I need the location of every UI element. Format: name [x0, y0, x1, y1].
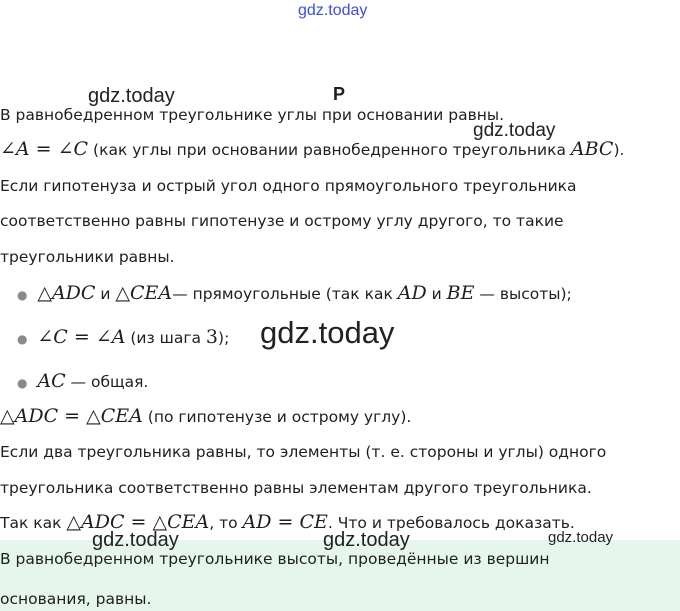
math-triangle: ABC	[570, 138, 614, 160]
math: ∠C = ∠A	[37, 326, 126, 348]
math-angles: ∠A = ∠C	[0, 138, 89, 160]
text-fragment: (как углы при основании равнобедренного треугольника	[88, 141, 571, 159]
math: BE	[446, 282, 475, 304]
text-line-1: В равнобедренном треугольнике углы при основании равны.	[0, 106, 505, 124]
math: AD = CE	[242, 511, 328, 533]
math: 3	[205, 326, 219, 348]
text-line-3: Если гипотенуза и острый угол одного прямоугольного треугольника	[0, 177, 577, 195]
text-fragment: — общая.	[65, 373, 149, 391]
math: AC	[37, 370, 66, 392]
math: △CEA	[115, 282, 173, 304]
text-line-4: соответственно равны гипотенузе и острому углу другого, то такие	[0, 212, 564, 230]
list-item	[17, 326, 229, 350]
text-line-conclusion	[0, 511, 575, 534]
text-line-5: треугольники равны.	[0, 248, 175, 266]
watermark: gdz.today	[323, 529, 410, 551]
watermark-large: gdz.today	[260, 315, 395, 350]
bullet-icon: ●	[17, 288, 28, 302]
watermark: gdz.today	[92, 529, 179, 551]
text-fragment: (из шага	[125, 329, 206, 347]
text-fragment: — высоты);	[474, 285, 572, 303]
math: AD	[397, 282, 427, 304]
list-item	[17, 370, 148, 394]
text-fragment: . Что и требовалось доказать.	[327, 514, 575, 532]
math: △ADC	[37, 282, 96, 304]
text-fragment: );	[218, 329, 230, 347]
text-line-congruence	[0, 405, 411, 428]
text-fragment: ).	[613, 141, 625, 159]
text-fragment: Так как	[0, 514, 67, 532]
text-fragment: (по гипотенузе и острому углу).	[142, 408, 412, 426]
bullet-icon: ●	[17, 332, 28, 346]
partial-heading: Р	[333, 84, 346, 104]
bullet-icon: ●	[17, 376, 28, 390]
callout-line-1: В равнобедренном треугольнике высоты, проведённые из вершин	[0, 550, 550, 568]
text-fragment: — прямоугольные (так как	[172, 285, 398, 303]
text-line: треугольника соответственно равны элементам другого треугольника.	[0, 479, 592, 497]
math: △ADC = △CEA	[0, 405, 143, 427]
watermark: gdz.today	[548, 529, 614, 546]
watermark: gdz.today	[473, 120, 556, 141]
callout-line-2: основания, равны.	[0, 590, 152, 608]
text-line: Если два треугольника равны, то элементы (т. е. стороны и углы) одного	[0, 443, 607, 461]
text-fragment: и	[95, 285, 116, 303]
watermark-top: gdz.today	[298, 2, 368, 19]
text-fragment: и	[426, 285, 447, 303]
watermark: gdz.today	[88, 85, 175, 107]
text-line-2	[0, 138, 624, 161]
math: △ADC = △CEA	[66, 511, 210, 533]
list-item	[17, 282, 572, 306]
text-fragment: , то	[209, 514, 243, 532]
